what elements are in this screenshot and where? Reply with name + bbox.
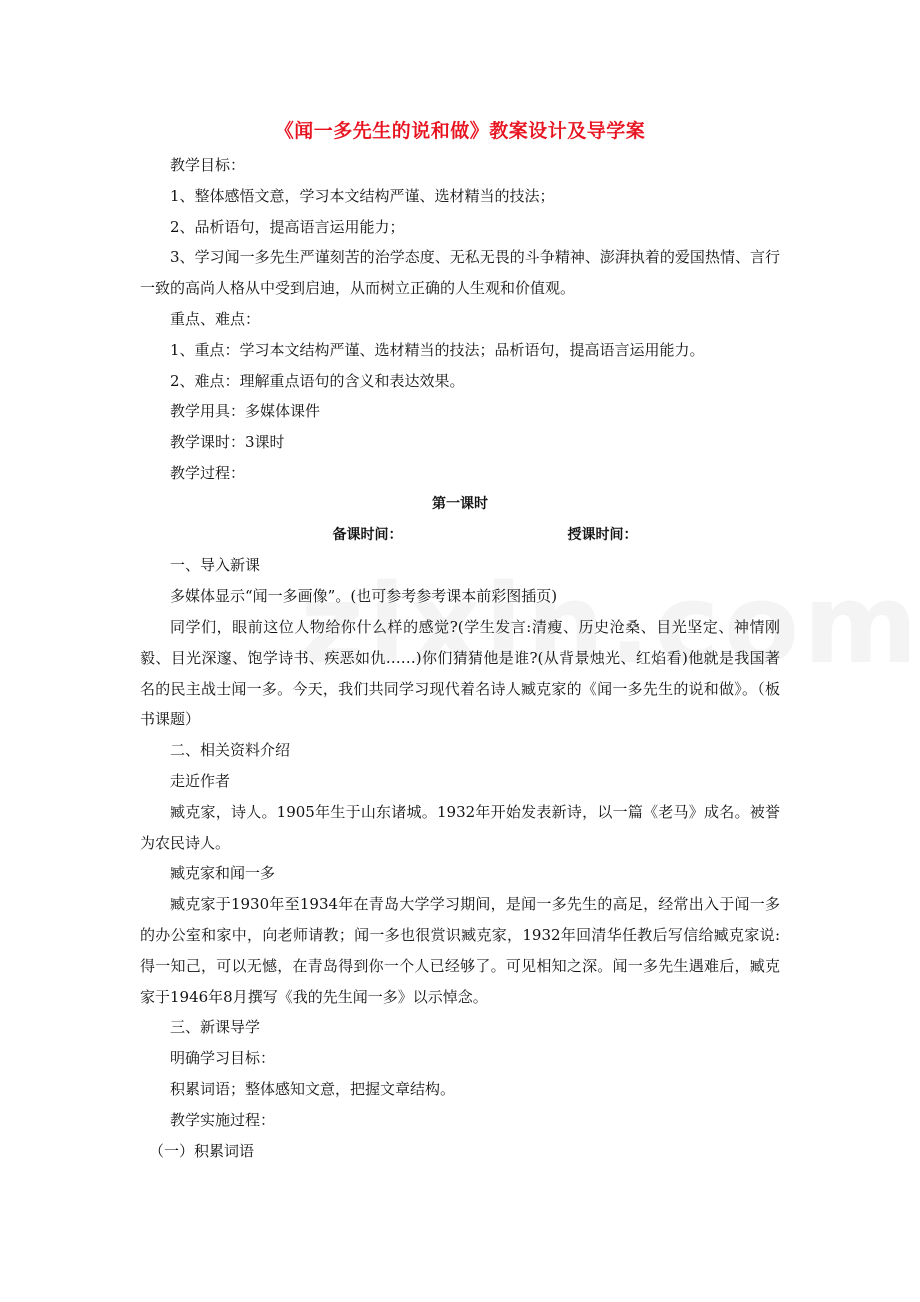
lesson-heading: 第一课时 <box>432 495 488 512</box>
paragraph: 1、整体感悟文意，学习本文结构严谨、选材精当的技法； <box>170 186 555 205</box>
paragraph: 2、品析语句，提高语言运用能力； <box>170 217 405 236</box>
prep-time-label: 备课时间： <box>332 526 403 543</box>
paragraph: 臧克家，诗人。1905年生于山东诸城。1932年开始发表新诗，以一篇《老马》成名。被誉为农民诗人。 <box>140 802 780 852</box>
paragraph: 一、导入新课 <box>170 556 261 575</box>
paragraph: 三、新课导学 <box>170 1018 261 1037</box>
paragraph: 1、重点：学习本文结构严谨、选材精当的技法；品析语句，提高语言运用能力。 <box>170 340 705 359</box>
time-row <box>140 520 780 551</box>
paragraph: 积累词语；整体感知文意，把握文章结构。 <box>170 1079 456 1098</box>
paragraph: 教学目标： <box>170 156 246 174</box>
paragraph: （一）积累词语 <box>149 1141 255 1160</box>
paragraph: 重点、难点： <box>170 309 261 328</box>
paragraph: 臧克家于1930年至1934年在青岛大学学习期间，是闻一多先生的高足，经常出入于闻一多的办公室和家中，向老师请教；闻一多也很赏识臧克家，1932年回清华任教后写信给臧克家说:得一知己，可以无憾，在青岛得到你一个人已经够了。可见相知之深。闻一多先生遇难后，臧克家于1946年8月撰写《我的先生闻一多》以示悼念。 <box>140 895 780 1006</box>
document-body <box>140 150 780 1166</box>
paragraph: 3、学习闻一多先生严谨刻苦的治学态度、无私无畏的斗争精神、澎湃执着的爱国热情、言行一致的高尚人格从中受到启迪，从而树立正确的人生观和价值观。 <box>140 248 780 298</box>
paragraph: 多媒体显示“闻一多画像”。(也可参考参考课本前彩图插页) <box>170 587 558 606</box>
paragraph: 二、相关资料介绍 <box>170 741 291 760</box>
paragraph: 教学实施过程： <box>170 1110 276 1129</box>
paragraph: 教学过程： <box>170 463 246 482</box>
paragraph: 同学们，眼前这位人物给你什么样的感觉?(学生发言:清瘦、历史沧桑、目光坚定、神情刚毅、目光深邃、饱学诗书、疾恶如仇……)你们猜猜他是谁?(从背景烛光、红焰看)他就是我国著名的民主战士闻一多。今天，我们共同学习现代着名诗人臧克家的《闻一多先生的说和做》。（板书课题） <box>140 617 780 729</box>
paragraph: 教学用具：多媒体课件 <box>170 402 321 421</box>
teach-time-label: 授课时间： <box>567 526 638 543</box>
paragraph: 明确学习目标： <box>170 1049 276 1068</box>
paragraph: 2、难点：理解重点语句的含义和表达效果。 <box>170 371 465 390</box>
document-title: 《闻一多先生的说和做》教案设计及导学案 <box>274 120 646 142</box>
paragraph: 走近作者 <box>170 771 231 790</box>
paragraph: 教学课时：3课时 <box>170 433 285 452</box>
paragraph: 臧克家和闻一多 <box>170 864 276 883</box>
